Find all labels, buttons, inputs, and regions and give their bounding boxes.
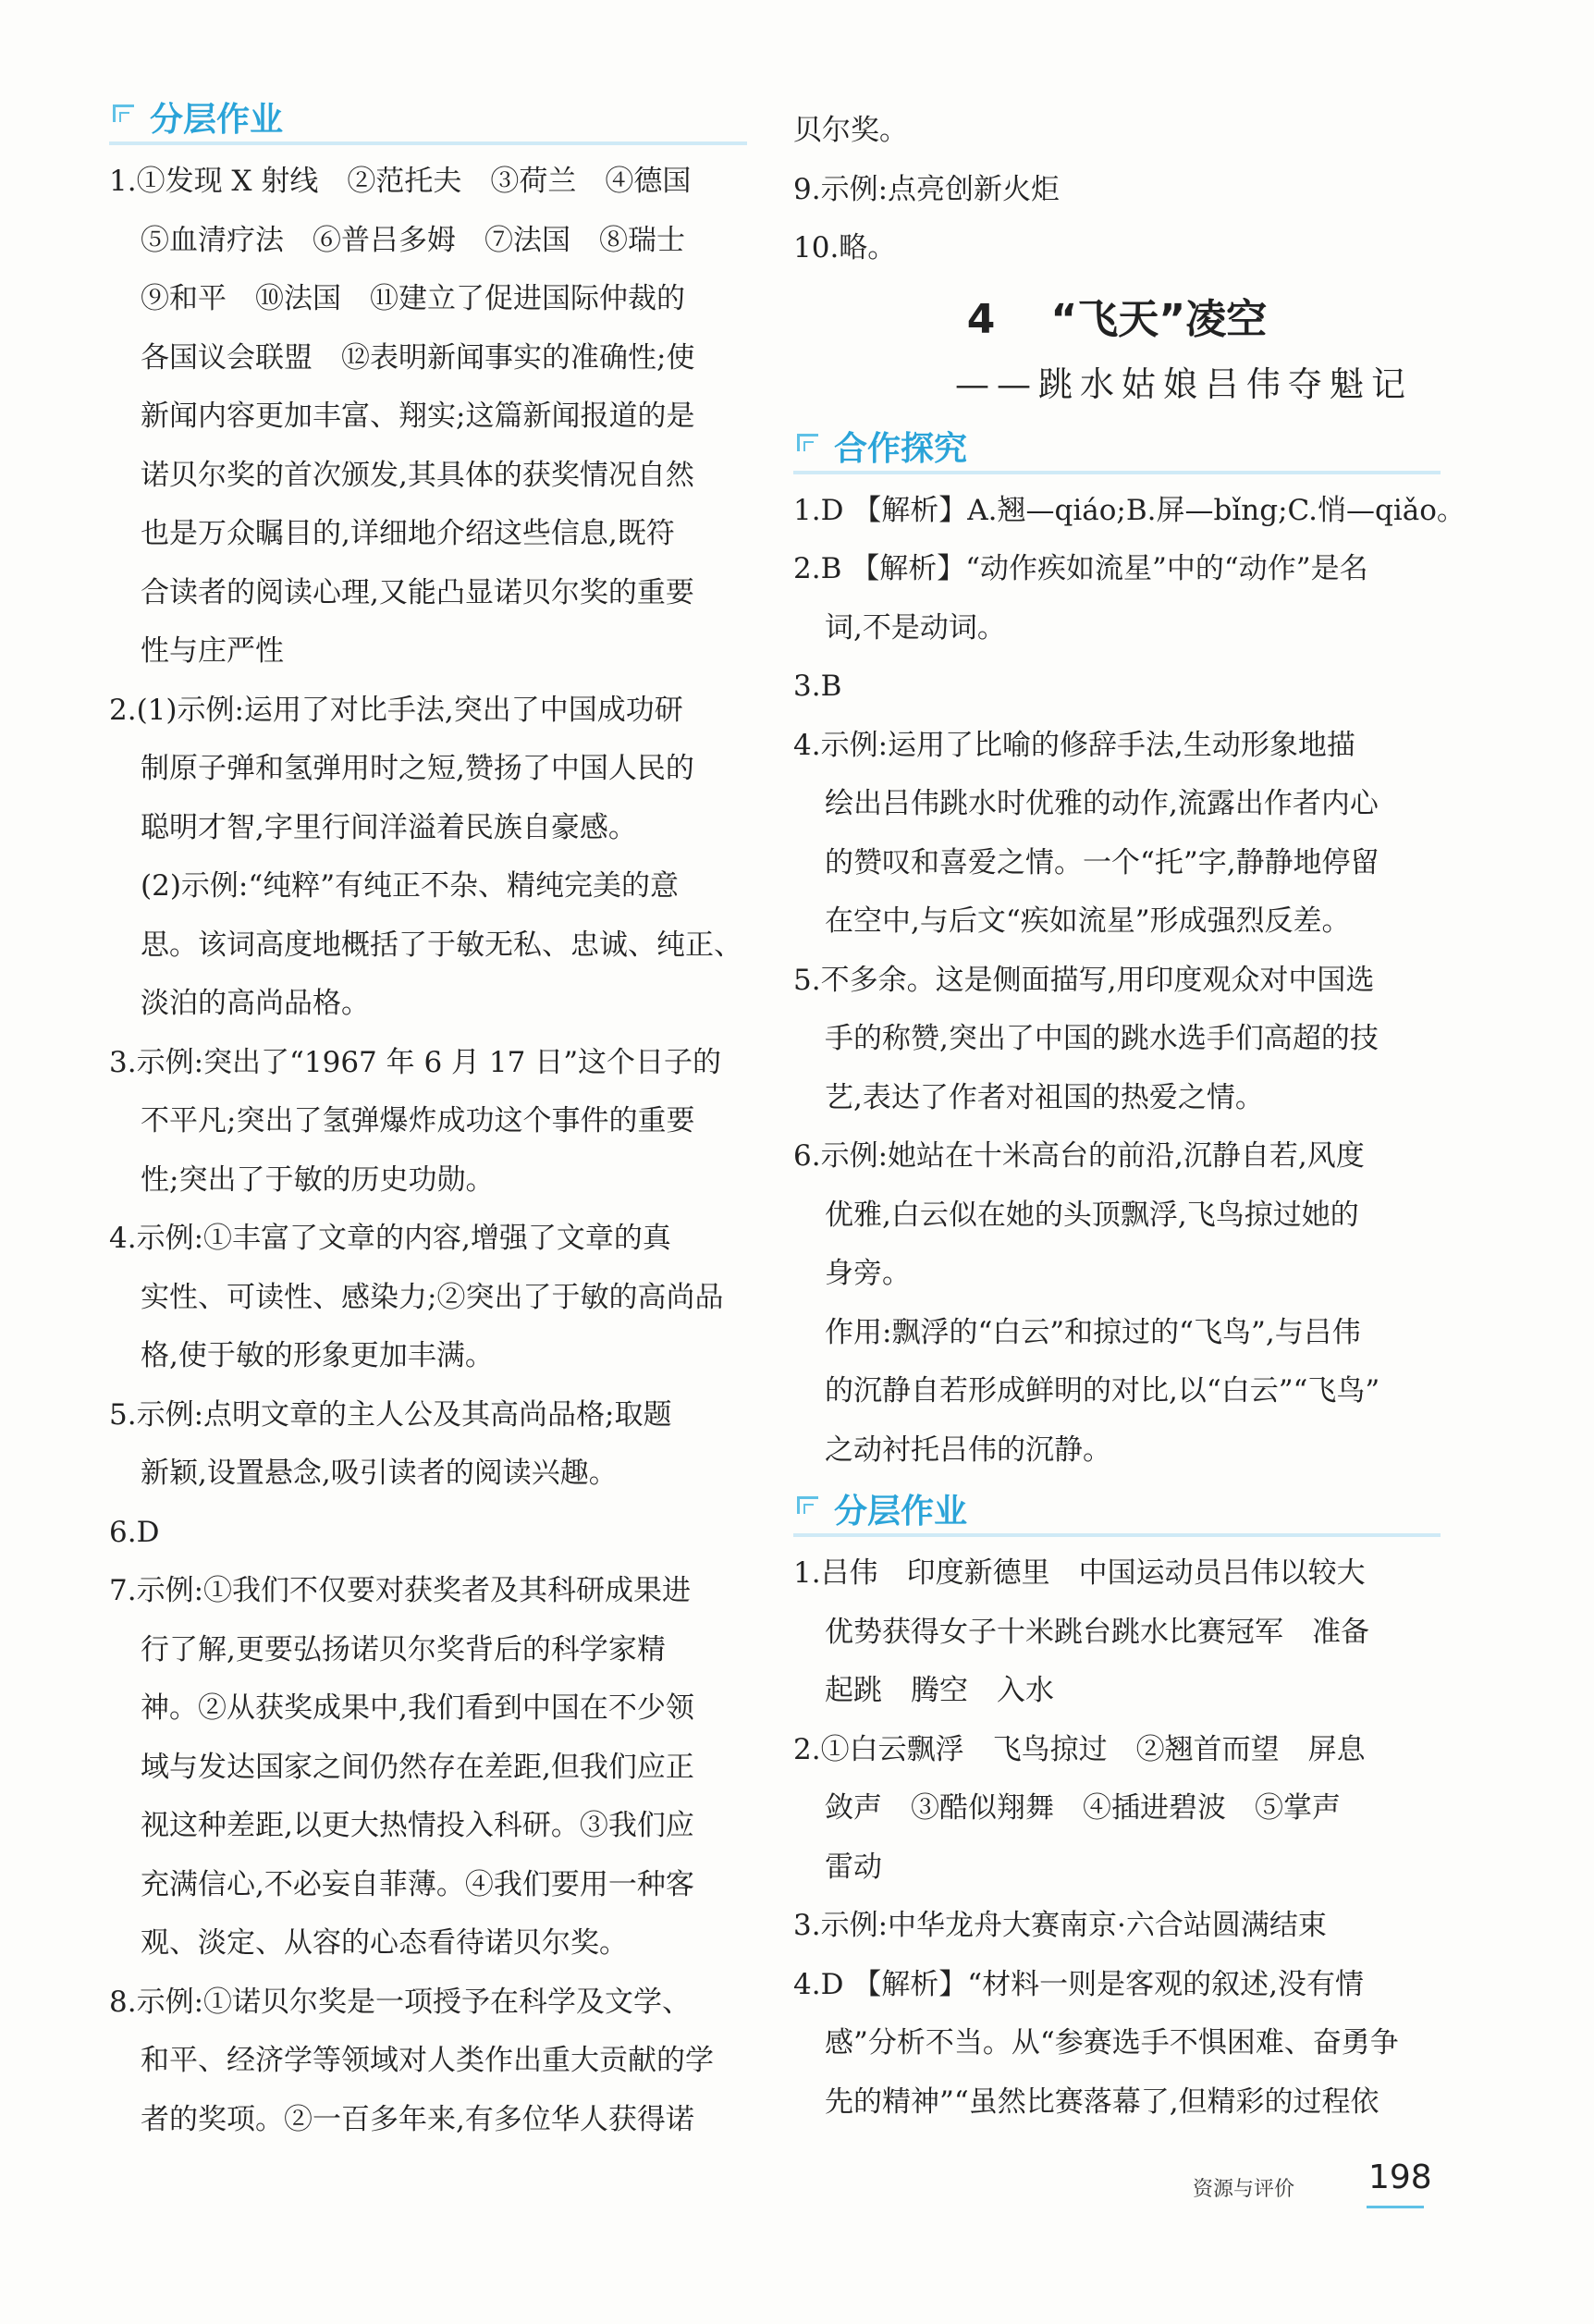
answer-line: 3.示例:中华龙舟大赛南京·六合站圆满结束 <box>793 1909 1327 1942</box>
answer-line: 5.不多余。这是侧面描写,用印度观众对中国选 <box>793 963 1375 997</box>
answer-line: 词,不是动词。 <box>825 610 1006 645</box>
answer-line: 者的奖项。②一百多年来,有多位华人获得诺 <box>141 2102 694 2136</box>
answer-line: 4.D 【解析】“材料一则是客观的叙述,没有情 <box>793 1967 1364 2001</box>
answer-line: 新闻内容更加丰富、翔实;这篇新闻报道的是 <box>141 400 695 433</box>
left-column <box>109 88 747 2149</box>
answer-line: 9.示例:点亮创新火炬 <box>793 172 1061 206</box>
answer-line: 4.示例:①丰富了文章的内容,增强了文章的真 <box>109 1222 671 1255</box>
answer-line: ⑨和平 ⑩法国 ⑪建立了促进国际仲裁的 <box>141 282 685 315</box>
answer-line: 的赞叹和喜爱之情。一个“托”字,静静地停留 <box>825 845 1379 879</box>
answer-line: 4.示例:运用了比喻的修辞手法,生动形象地描 <box>793 728 1355 762</box>
answer-line: 敛声 ③酷似翔舞 ④插进碧波 ⑤掌声 <box>825 1791 1341 1825</box>
lesson-number: 4 <box>966 295 996 343</box>
answer-line: 各国议会联盟 ⑫表明新闻事实的准确性;使 <box>141 340 695 375</box>
answer-line: 行了解,更要弘扬诺贝尔奖背后的科学家精 <box>141 1632 666 1666</box>
answer-line: 优势获得女子十米跳台跳水比赛冠军 准备 <box>825 1615 1369 1649</box>
answer-line: 起跳 腾空 入水 <box>825 1674 1054 1707</box>
answer-line: 淡泊的高尚品格。 <box>141 987 370 1020</box>
answer-line: 7.示例:①我们不仅要对获奖者及其科研成果进 <box>109 1574 692 1607</box>
answer-line: 思。该词高度地概括了于敏无私、忠诚、纯正、 <box>141 928 742 962</box>
answer-line: 1.D 【解析】A.翘—qiáo;B.屏—bǐng;C.悄—qiǎo。 <box>793 493 1465 527</box>
answer-line: 雷动 <box>825 1850 882 1884</box>
right-top-lines <box>793 102 1441 278</box>
answer-line: 性;突出了于敏的历史功勋。 <box>141 1162 495 1197</box>
answer-line: 在空中,与后文“疾如流星”形成强烈反差。 <box>825 904 1351 938</box>
section-corner-icon <box>797 434 818 451</box>
answer-line: 域与发达国家之间仍然存在差距,但我们应正 <box>141 1750 694 1784</box>
lesson-title-text: “飞天”凌空 <box>1050 295 1268 343</box>
answer-line: 5.示例:点明文章的主人公及其高尚品格;取题 <box>109 1397 672 1432</box>
lesson-title <box>793 288 1441 352</box>
answer-line: 的沉静自若形成鲜明的对比,以“白云”“飞鸟” <box>825 1374 1380 1408</box>
answer-line: 艺,表达了作者对祖国的热爱之情。 <box>825 1080 1264 1114</box>
right-bottom-lines <box>793 1544 1441 2132</box>
answer-line: 作用:飘浮的“白云”和掠过的“飞鸟”,与吕伟 <box>825 1315 1361 1349</box>
answer-line: 2.①白云飘浮 飞鸟掠过 ②翘首而望 屏息 <box>793 1732 1366 1766</box>
lesson-subtitle: ——跳水姑娘吕伟夺魁记 <box>955 363 1413 404</box>
answer-line: 合读者的阅读心理,又能凸显诺贝尔奖的重要 <box>141 575 694 609</box>
section-corner-icon <box>797 1496 818 1514</box>
answer-line: 制原子弹和氢弹用时之短,赞扬了中国人民的 <box>141 752 694 785</box>
section-header-layered-homework-right: 分层作业 <box>793 1480 1441 1544</box>
answer-line: 格,使于敏的形象更加丰满。 <box>141 1339 494 1372</box>
answer-line: 贝尔奖。 <box>793 114 908 147</box>
right-column <box>793 102 1465 2132</box>
answer-line: 性与庄严性 <box>141 634 284 668</box>
answer-line: 6.D <box>109 1515 160 1549</box>
answer-line: 之动衬托吕伟的沉静。 <box>825 1433 1111 1467</box>
answer-line: 3.B <box>793 670 842 703</box>
page-number: 198 <box>1368 2158 1432 2196</box>
answer-line: 也是万众瞩目的,详细地介绍这些信息,既符 <box>141 517 675 550</box>
answer-line: 身旁。 <box>825 1257 911 1290</box>
answer-line: 充满信心,不必妄自菲薄。④我们要用一种客 <box>141 1867 694 1901</box>
answer-line: 和平、经济学等领域对人类作出重大贡献的学 <box>141 2044 714 2077</box>
answer-line: 神。②从获奖成果中,我们看到中国在不少领 <box>141 1691 694 1725</box>
answer-line: 8.示例:①诺贝尔奖是一项授予在科学及文学、 <box>109 1985 692 2019</box>
answer-line: 10.略。 <box>793 231 897 264</box>
answer-line: 诺贝尔奖的首次颁发,其具体的获奖情况自然 <box>141 458 694 492</box>
answer-line: 新颖,设置悬念,吸引读者的阅读兴趣。 <box>141 1457 618 1490</box>
answer-line: 3.示例:突出了“1967 年 6 月 17 日”这个日子的 <box>109 1045 722 1079</box>
section-header-cooperative-inquiry: 合作探究 <box>793 417 1441 482</box>
answer-line: 2.(1)示例:运用了对比手法,突出了中国成功研 <box>109 693 683 727</box>
right-mid-lines <box>793 482 1465 1481</box>
section-corner-icon <box>113 105 134 122</box>
answer-line: ⑤血清疗法 ⑥普吕多姆 ⑦法国 ⑧瑞士 <box>141 223 685 257</box>
answer-line: 观、淡定、从容的心态看待诺贝尔奖。 <box>141 1926 628 1960</box>
answer-line: 视这种差距,以更大热情投入科研。③我们应 <box>141 1809 694 1842</box>
answer-line: 6.示例:她站在十米高台的前沿,沉静自若,风度 <box>793 1139 1365 1173</box>
answer-line: 不平凡;突出了氢弹爆炸成功这个事件的重要 <box>141 1104 695 1137</box>
answer-line: 手的称赞,突出了中国的跳水选手们高超的技 <box>825 1022 1379 1055</box>
answer-line: 聪明才智,字里行间洋溢着民族自豪感。 <box>141 810 637 844</box>
answer-line: 优雅,白云似在她的头顶飘浮,飞鸟掠过她的 <box>825 1198 1359 1232</box>
answer-line: 感”分析不当。从“参赛选手不惧困难、奋勇争 <box>825 2026 1399 2060</box>
answer-line: (2)示例:“纯粹”有纯正不杂、精纯完美的意 <box>141 869 680 903</box>
section-header-layered-homework-left: 分层作业 <box>109 88 747 153</box>
answer-line: 1.吕伟 印度新德里 中国运动员吕伟以较大 <box>793 1556 1366 1590</box>
page-number-underline <box>1367 2206 1424 2208</box>
left-answer-lines <box>109 153 747 2149</box>
answer-line: 实性、可读性、感染力;②突出了于敏的高尚品 <box>141 1280 724 1314</box>
answer-line: 绘出吕伟跳水时优雅的动作,流露出作者内心 <box>825 787 1379 820</box>
answer-line: 先的精神”“虽然比赛落幕了,但精彩的过程依 <box>825 2084 1379 2119</box>
footer-book-title: 资源与评价 <box>1193 2178 1295 2201</box>
answer-line: 1.①发现 X 射线 ②范托夫 ③荷兰 ④德国 <box>109 165 692 198</box>
answer-line: 2.B 【解析】“动作疾如流星”中的“动作”是名 <box>793 552 1368 585</box>
